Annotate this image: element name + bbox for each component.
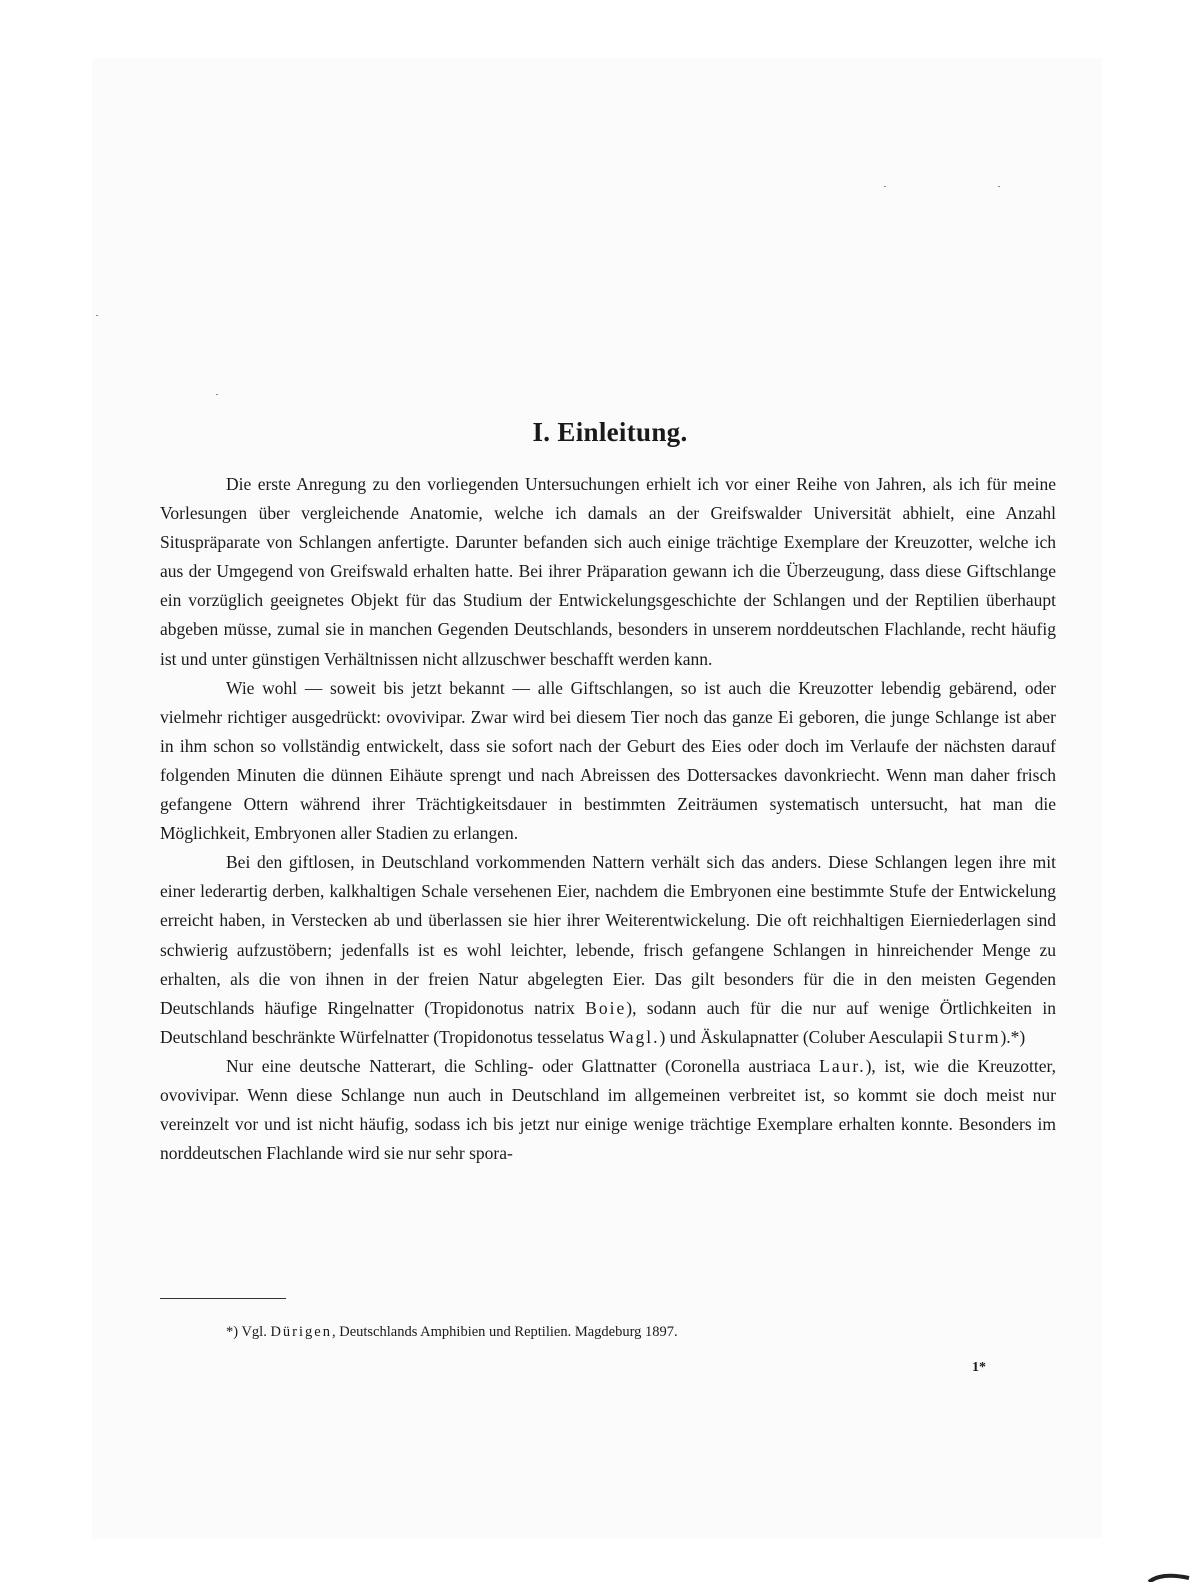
paragraph-text: ) und Äskulapnatter (Coluber Aesculapii <box>659 1026 948 1047</box>
paragraph-text: ), ist, wie die Kreuzotter, ovovivipar. Wenn diese Schlange nun auch in Deutschland im allgemeinen verbreitet ist, so kommt sie doch meist nur vereinzelt vor und ist nicht häufig, sodass ich bis jetzt nur einige wenige trächtige Exemplare erhalten konnte. Besonders im norddeutschen Flachlande wird sie nur sehr spora- <box>160 1055 1056 1164</box>
footnote-text: , Deutschlands Amphibien und Reptilien. Magdeburg 1897. <box>331 1324 678 1340</box>
paragraph-text: Die erste Anregung zu den vorliegenden Untersuchungen erhielt ich vor einer Reihe von Jahren, als ich für meine Vorlesungen über vergleichende Anatomie, welche ich damals an der Greifswalder Universität abhielt, eine Anzahl Situspräparate von Schlangen anfertigte. Darunter befanden sich auch einige trächtige Exemplare der Kreuzotter, welche ich aus der Umgegend von Greifswald erhalten hatte. Bei ihrer Präparation gewann ich die Überzeugung, dass diese Giftschlange ein vorzüglich geeignetes Objekt für das Studium der Entwickelungsgeschichte der Schlangen und der Reptilien überhaupt abgeben müsse, zumal sie in manchen Gegenden Deutschlands, besonders in unserem norddeutschen Flachlande, recht häufig ist und unter günstigen Verhältnissen nicht allzuschwer beschafft werden kann. <box>160 474 1056 669</box>
author-citation: Dürigen <box>270 1324 332 1340</box>
paragraph-text: Wie wohl — soweit bis jetzt bekannt — alle Giftschlangen, so ist auch die Kreuzotter lebendig gebärend, oder vielmehr richtiger ausgedrückt: ovovivipar. Zwar wird bei diesem Tier noch das ganze Ei geboren, die junge Schlange ist aber in ihm schon so vollständig entwickelt, dass sie sofort nach der Geburt des Eies oder doch im Verlaufe der nächsten darauf folgenden Minuten die dünnen Eihäute sprengt und nach Abreissen des Dottersackes davonkriecht. Wenn man daher frisch gefangene Ottern während ihrer Trächtigkeitsdauer in bestimmten Zeiträumen systematisch untersucht, hat man die Möglichkeit, Embryonen aller Stadien zu erlangen. <box>160 677 1056 844</box>
paragraph-2 <box>160 674 1056 849</box>
body-text <box>160 470 1056 1168</box>
page-signature: 1* <box>972 1360 986 1375</box>
page-edge-mark <box>1131 1552 1191 1582</box>
footnote <box>226 1322 678 1342</box>
author-citation: Laur. <box>819 1055 866 1076</box>
author-citation: Boie <box>585 997 627 1018</box>
scan-speck <box>884 186 886 187</box>
scan-speck <box>96 315 98 316</box>
scan-speck <box>216 394 218 395</box>
paragraph-text: Nur eine deutsche Natterart, die Schling- oder Glattnatter (Coronella austriaca <box>226 1055 820 1076</box>
footnote-rule <box>160 1298 286 1299</box>
paragraph-1 <box>160 470 1056 674</box>
footnote-reference: ).*) <box>1000 1026 1026 1047</box>
author-citation: Wagl. <box>608 1026 660 1047</box>
paragraph-text: Bei den giftlosen, in Deutschland vorkommenden Nattern verhält sich das anders. Diese Schlangen legen ihre mit einer lederartig derben, kalkhaltigen Schale versehenen Eier, nachdem die Embryonen eine bestimmte Stufe der Entwickelung erreicht haben, in Verstecken ab und überlassen sie hier ihrer Weiterentwickelung. Die oft reichhaltigen Eierniederlagen sind schwierig aufzustöbern; jedenfalls ist es wohl leichter, lebende, frisch gefangene Schlangen in hinreichender Menge zu erhalten, als die von ihnen in der freien Natur abgelegten Eier. Das gilt besonders für die in den meisten Gegenden Deutschlands häufige Ringelnatter (Tropidonotus natrix <box>160 852 1056 1018</box>
paragraph-text: ), sodann auch für die nur auf wenige Örtlichkeiten in Deutschland beschränkte Würfelnatter (Tropidonotus tesselatus <box>160 997 1056 1047</box>
paragraph-4 <box>160 1052 1056 1168</box>
author-citation: Sturm <box>947 1026 1001 1047</box>
footnote-marker: *) Vgl. <box>226 1324 271 1340</box>
paragraph-3 <box>160 848 1056 1052</box>
chapter-heading: I. Einleitung. <box>532 417 688 447</box>
scan-speck <box>998 186 1000 187</box>
